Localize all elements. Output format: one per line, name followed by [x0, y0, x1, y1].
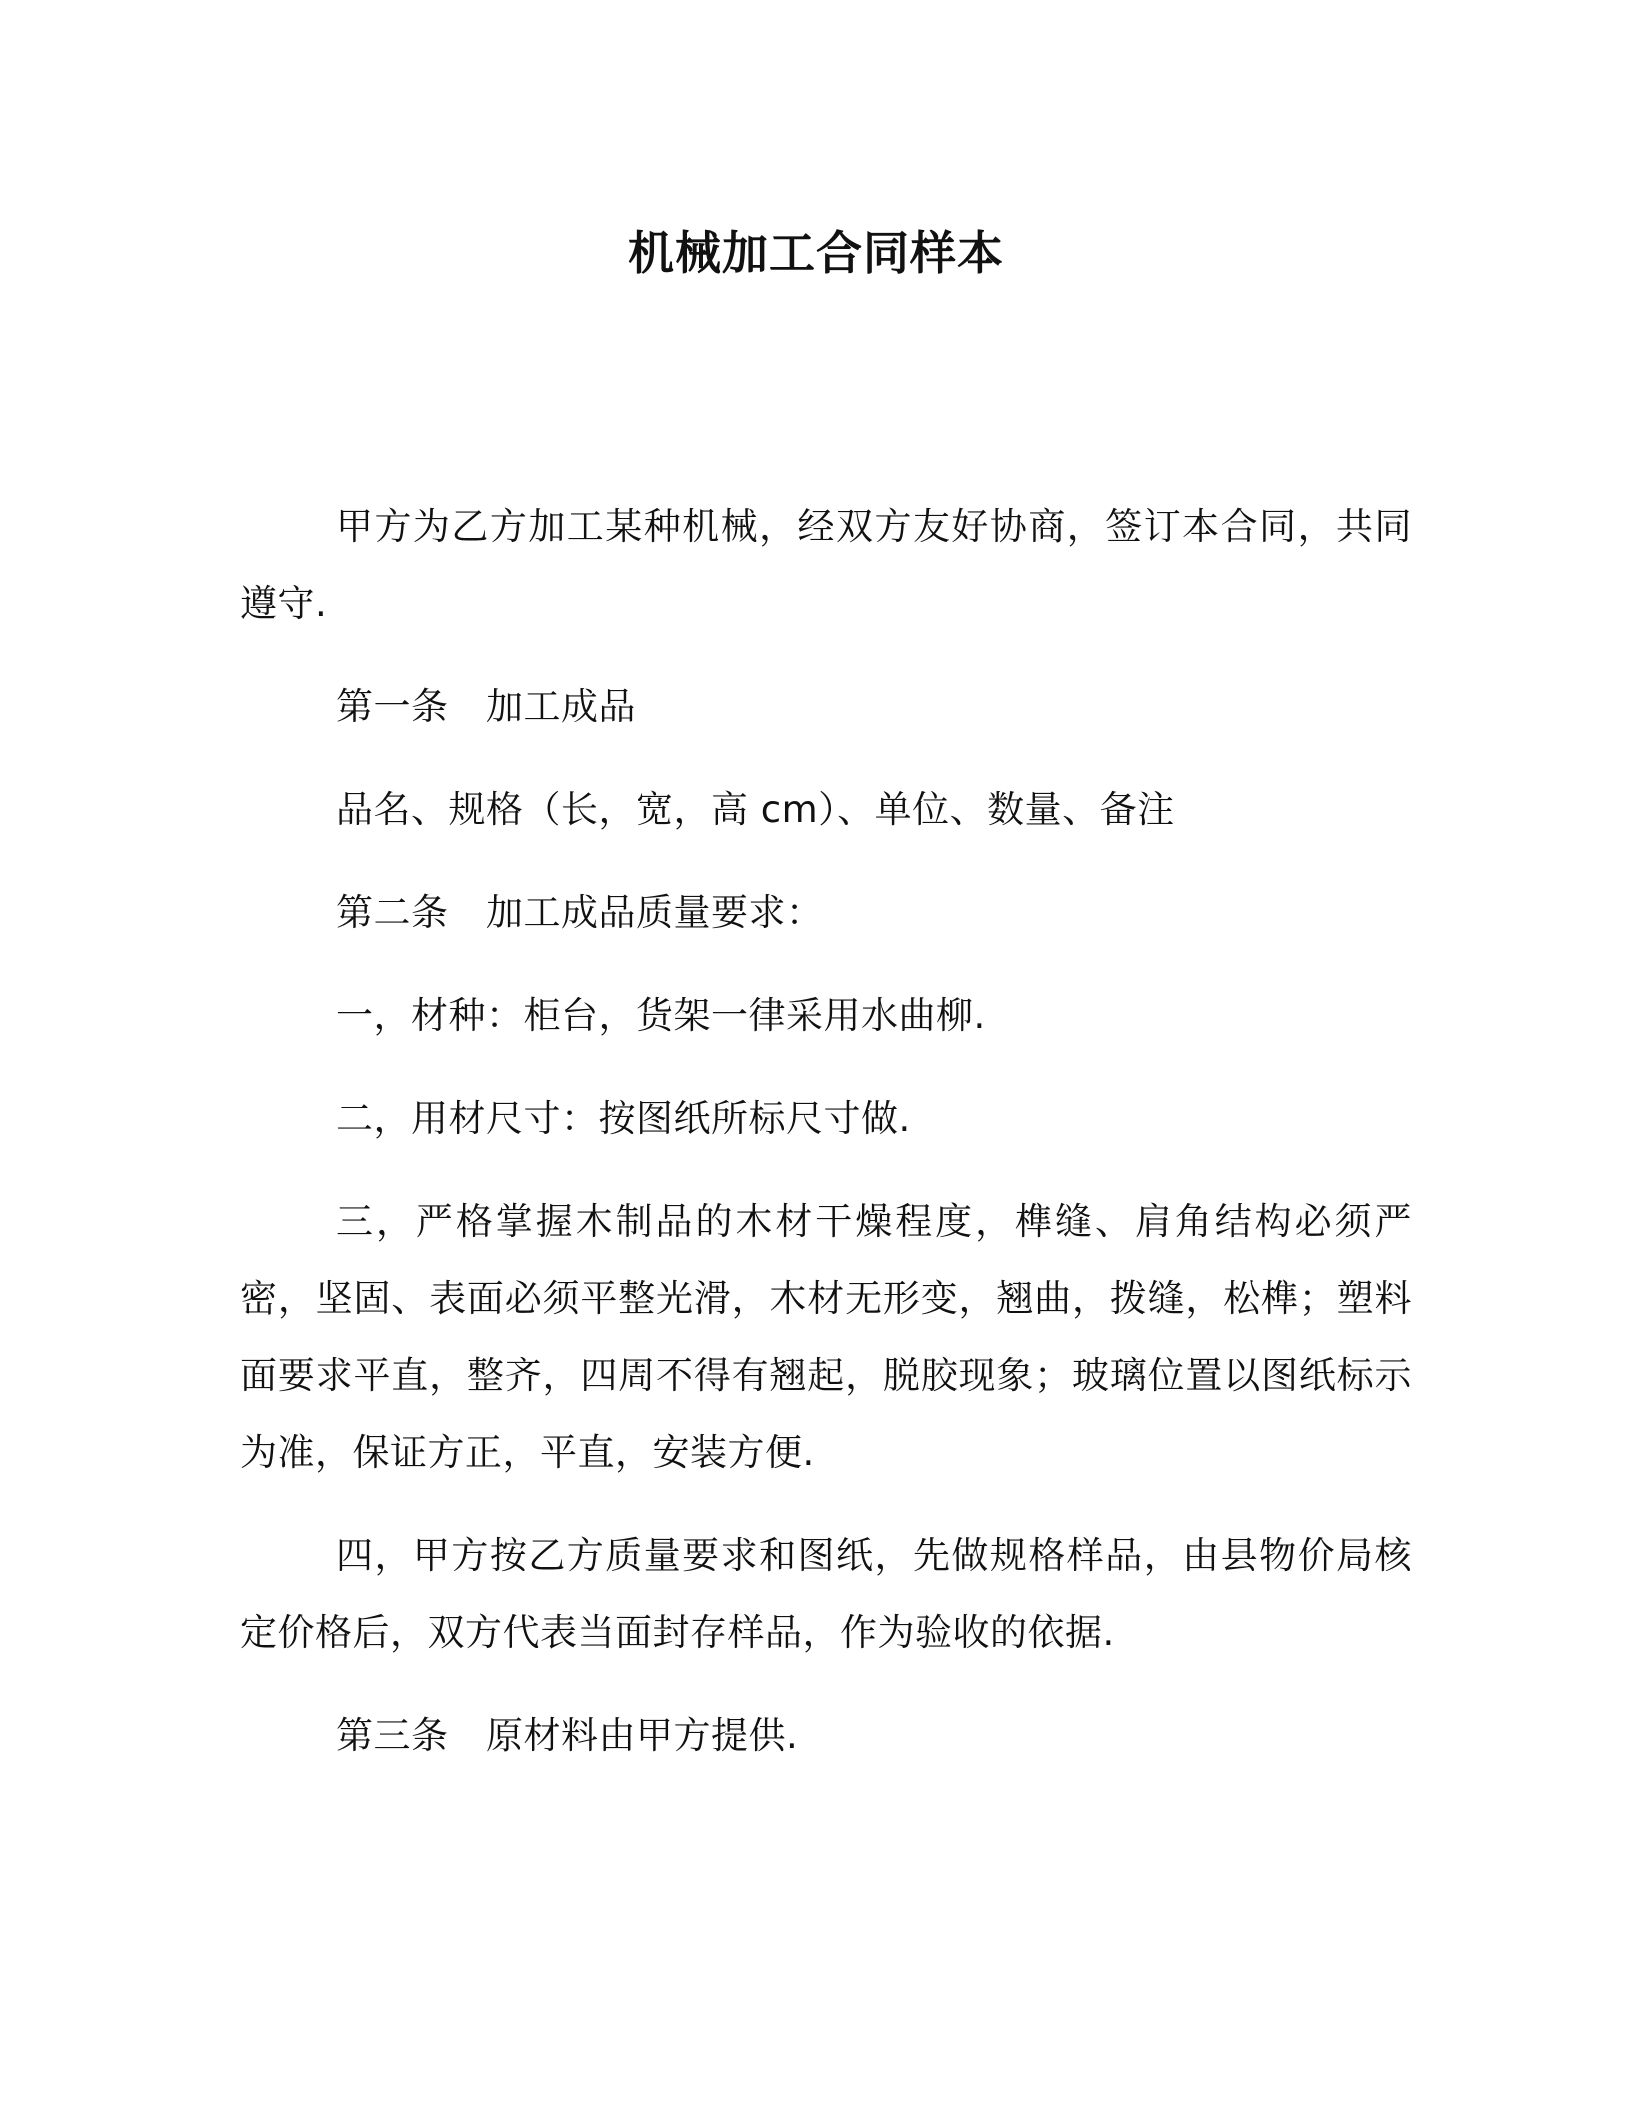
- article-2-item-4: 四，甲方按乙方质量要求和图纸，先做规格样品，由县物价局核定价格后，双方代表当面封存样品，作为验收的依据.: [240, 1534, 1412, 1654]
- article-1-heading: 第一条 加工成品: [336, 685, 636, 728]
- article-2-item-2: 二，用材尺寸：按图纸所标尺寸做.: [336, 1097, 911, 1140]
- article-1-items: 品名、规格（长，宽，高 cm）、单位、数量、备注: [336, 788, 1175, 831]
- article-2-item-1: 一，材种：柜台，货架一律采用水曲柳.: [336, 994, 986, 1037]
- article-3-heading: 第三条 原材料由甲方提供.: [336, 1714, 799, 1757]
- document-body: [240, 488, 1412, 1800]
- intro-paragraph: 甲方为乙方加工某种机械，经双方友好协商，签订本合同，共同遵守.: [240, 505, 1412, 625]
- article-2-item-3: 三，严格掌握木制品的木材干燥程度，榫缝、肩角结构必须严密，坚固、表面必须平整光滑，木材无形变，翘曲，拨缝，松榫；塑料面要求平直，整齐，四周不得有翘起，脱胶现象；玻璃位置以图纸标示为准，保证方正，平直，安装方便.: [240, 1200, 1412, 1474]
- document-title: 机械加工合同样本: [628, 226, 1004, 280]
- article-2-heading: 第二条 加工成品质量要求：: [336, 891, 824, 934]
